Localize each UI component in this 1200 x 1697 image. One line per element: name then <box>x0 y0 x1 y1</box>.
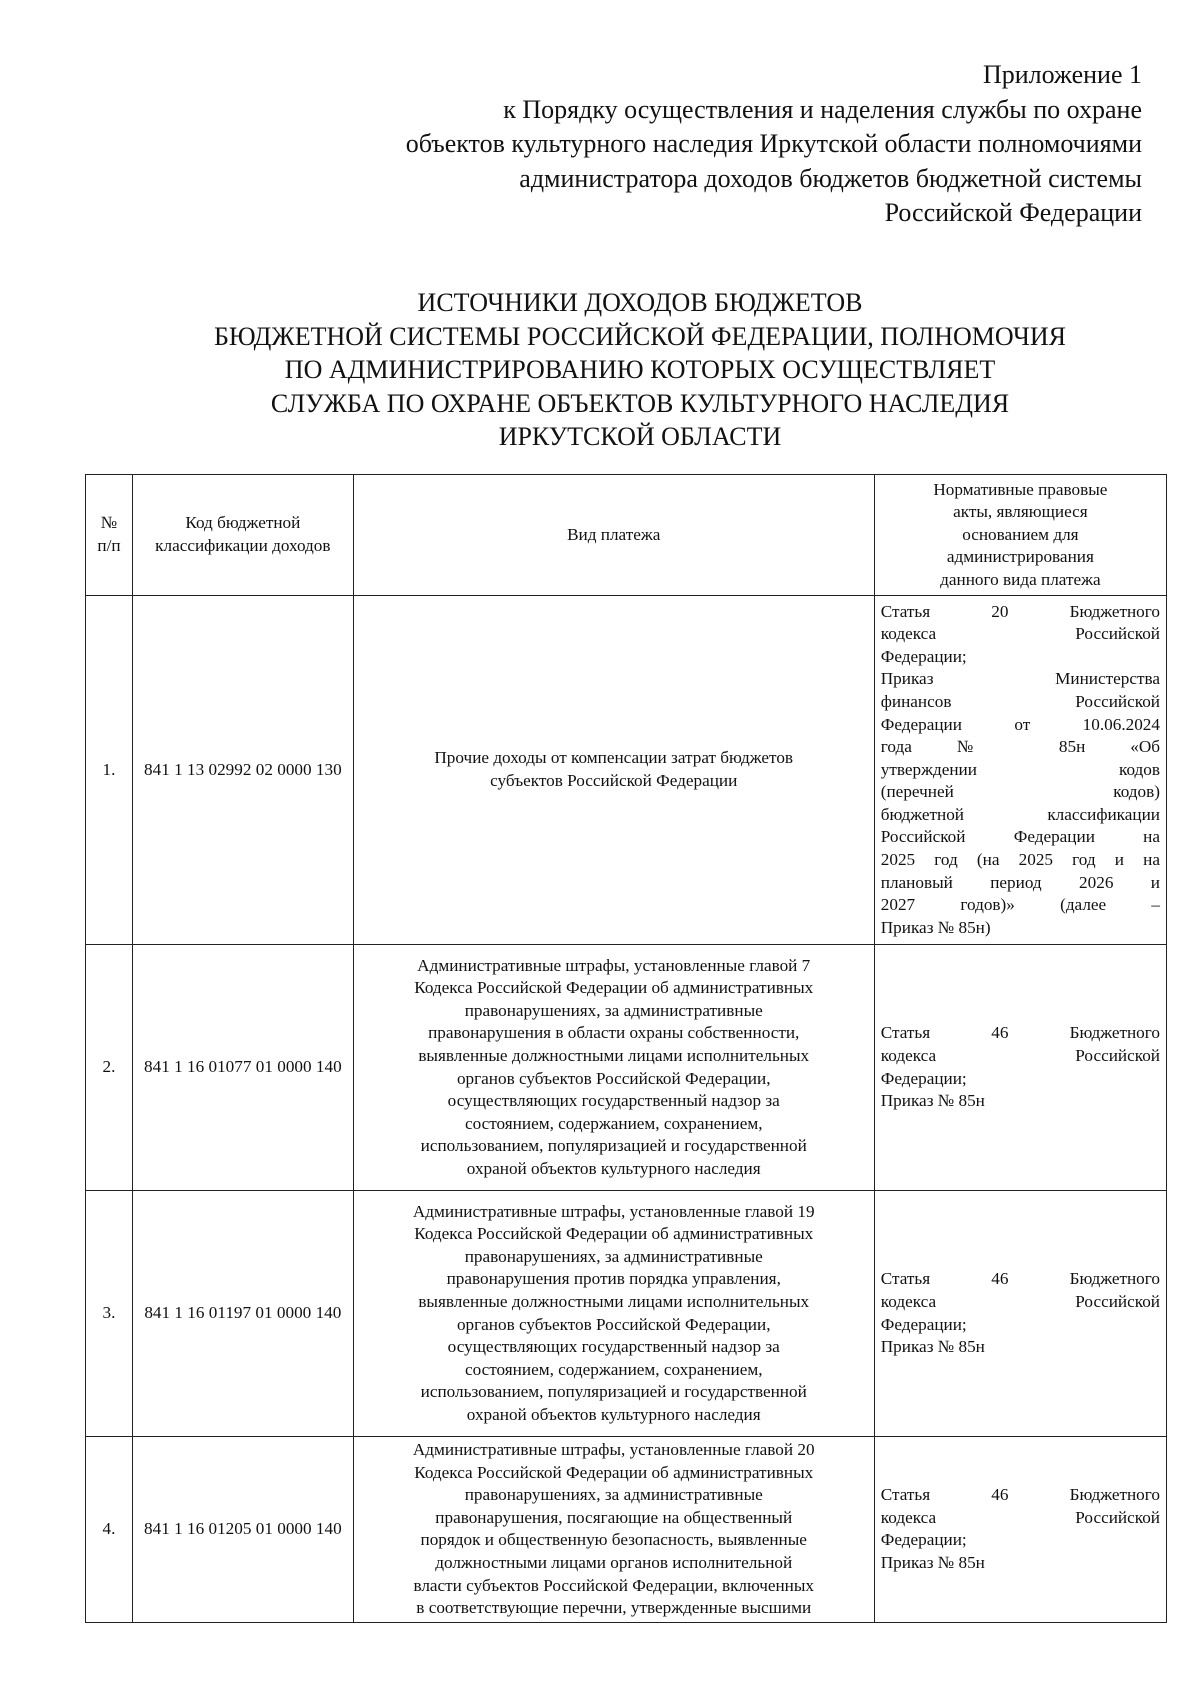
text-line: осуществляющих государственный надзор за <box>447 1337 780 1357</box>
text-line: кодекса Российской <box>880 1507 1160 1527</box>
text-line: Административные штрафы, установленные главой 19 <box>412 1201 815 1221</box>
text-line: охраной объектов культурного наследия <box>466 1158 761 1178</box>
appendix-header <box>242 58 1142 231</box>
header-line: Нормативные правовые <box>933 479 1108 499</box>
text-line: Приказ № 85н) <box>880 917 991 937</box>
text-line: Приказ № 85н <box>880 1552 985 1572</box>
text-line: должностными лицами органов исполнительной <box>435 1552 793 1572</box>
text-line: утверждении кодов <box>880 759 1160 779</box>
appendix-line: Российской Федерации <box>884 198 1142 227</box>
text-line: Кодекса Российской Федерации об административных <box>414 978 814 998</box>
text-line: правонарушения против порядка управления, <box>446 1269 781 1289</box>
text-line: правонарушения в области охраны собственности, <box>428 1023 800 1043</box>
text-line: субъектов Российской Федерации <box>490 771 738 790</box>
row-payment-type <box>353 1191 874 1437</box>
table-row <box>86 945 1167 1191</box>
text-line: Федерации; <box>880 1068 967 1088</box>
row-code: 841 1 16 01077 01 0000 140 <box>133 945 354 1191</box>
table-row <box>86 596 1167 945</box>
text-line: органов субъектов Российской Федерации, <box>456 1068 771 1088</box>
text-line: Федерации; <box>880 1530 967 1550</box>
text-line: Статья 46 Бюджетного <box>880 1023 1160 1043</box>
text-line: правонарушениях, за административные <box>464 1485 763 1505</box>
text-line: бюджетной классификации <box>880 804 1160 824</box>
row-legal-acts <box>874 1191 1166 1437</box>
document-title <box>140 286 1140 454</box>
text-line: использованием, популяризацией и государственной <box>420 1136 807 1156</box>
header-payment-type <box>353 475 874 596</box>
table-header-row <box>86 475 1167 596</box>
row-number: 1. <box>86 596 133 945</box>
header-line: администрирования <box>946 547 1094 567</box>
title-line: ИРКУТСКОЙ ОБЛАСТИ <box>498 422 782 451</box>
row-code: 841 1 13 02992 02 0000 130 <box>133 596 354 945</box>
text-line: 2027 годов)» (далее – <box>880 895 1160 915</box>
text-line: выявленные должностными лицами исполнительных <box>418 1291 810 1311</box>
income-sources-table <box>85 474 1167 1623</box>
header-line: Вид платежа <box>567 524 661 544</box>
text-line: Федерации; <box>880 1314 967 1334</box>
header-line: классификации доходов <box>155 536 331 555</box>
text-line: осуществляющих государственный надзор за <box>447 1091 780 1111</box>
header-line: Код бюджетной <box>185 513 301 533</box>
row-legal-acts <box>874 945 1166 1191</box>
header-line: данного вида платежа <box>940 569 1101 589</box>
text-line: кодекса Российской <box>880 624 1160 644</box>
text-line: порядок и общественную безопасность, выявленные <box>420 1530 807 1550</box>
text-line: состоянием, содержанием, сохранением, <box>464 1113 763 1133</box>
text-line: охраной объектов культурного наследия <box>466 1404 761 1424</box>
row-code: 841 1 16 01197 01 0000 140 <box>133 1191 354 1437</box>
row-legal-acts <box>874 596 1166 945</box>
text-line: Статья 46 Бюджетного <box>880 1485 1160 1505</box>
appendix-line: Приложение 1 <box>982 60 1142 89</box>
text-line: Приказ Министерства <box>880 669 1160 689</box>
text-line: Федерации от 10.06.2024 <box>880 714 1160 734</box>
text-line: правонарушениях, за административные <box>464 1246 763 1266</box>
row-payment-type <box>353 596 874 945</box>
text-line: плановый период 2026 и <box>880 872 1160 892</box>
row-code: 841 1 16 01205 01 0000 140 <box>133 1437 354 1623</box>
text-line: Статья 46 Бюджетного <box>880 1269 1160 1289</box>
header-line: п/п <box>97 536 121 555</box>
title-line: ПО АДМИНИСТРИРОВАНИЮ КОТОРЫХ ОСУЩЕСТВЛЯЕТ <box>284 355 996 384</box>
appendix-line: администратора доходов бюджетов бюджетной системы <box>519 163 1142 193</box>
table-row <box>86 1437 1167 1623</box>
text-line: кодекса Российской <box>880 1291 1160 1311</box>
title-line: СЛУЖБА ПО ОХРАНЕ ОБЪЕКТОВ КУЛЬТУРНОГО НАСЛЕДИЯ <box>270 388 1010 418</box>
text-line: использованием, популяризацией и государственной <box>420 1382 807 1402</box>
header-line: основанием для <box>962 524 1079 544</box>
text-line: Российской Федерации на <box>880 827 1160 847</box>
text-line: (перечней кодов) <box>880 782 1160 802</box>
text-line: кодекса Российской <box>880 1045 1160 1065</box>
header-line: акты, являющиеся <box>953 502 1088 522</box>
text-line: Кодекса Российской Федерации об административных <box>414 1224 814 1244</box>
row-number: 2. <box>86 945 133 1191</box>
title-line: ИСТОЧНИКИ ДОХОДОВ БЮДЖЕТОВ <box>417 288 863 317</box>
text-line: Прочие доходы от компенсации затрат бюджетов <box>434 748 794 768</box>
row-number: 3. <box>86 1191 133 1437</box>
text-line: в соответствующие перечни, утвержденные высшими <box>416 1598 812 1618</box>
text-line: Приказ № 85н <box>880 1091 985 1111</box>
text-line: выявленные должностными лицами исполнительных <box>418 1045 810 1065</box>
text-line: Статья 20 Бюджетного <box>880 601 1160 621</box>
text-line: состоянием, содержанием, сохранением, <box>464 1359 763 1379</box>
text-line: Административные штрафы, установленные главой 20 <box>412 1440 815 1459</box>
appendix-line: объектов культурного наследия Иркутской области полномочиями <box>405 129 1142 158</box>
text-line: 2025 год (на 2025 год и на <box>880 850 1160 870</box>
text-line: власти субъектов Российской Федерации, включенных <box>413 1575 814 1595</box>
table-row <box>86 1191 1167 1437</box>
header-number <box>86 475 133 596</box>
header-legal-acts <box>874 475 1166 596</box>
header-line: № <box>100 513 118 533</box>
row-payment-type <box>353 945 874 1191</box>
text-line: правонарушениях, за административные <box>464 1000 763 1020</box>
text-line: финансов Российской <box>880 691 1160 711</box>
text-line: Федерации; <box>880 646 967 666</box>
text-line: Приказ № 85н <box>880 1337 985 1357</box>
appendix-line: к Порядку осуществления и наделения службы по охране <box>503 94 1142 124</box>
text-line: года № 85н «Об <box>880 737 1160 757</box>
row-payment-type <box>353 1437 874 1623</box>
text-line: органов субъектов Российской Федерации, <box>456 1314 771 1334</box>
text-line: правонарушения, посягающие на общественный <box>435 1507 793 1527</box>
text-line: Кодекса Российской Федерации об административных <box>414 1462 814 1482</box>
row-number: 4. <box>86 1437 133 1623</box>
header-code <box>133 475 354 596</box>
title-line: БЮДЖЕТНОЙ СИСТЕМЫ РОССИЙСКОЙ ФЕДЕРАЦИИ, ПОЛНОМОЧИЯ <box>213 321 1067 351</box>
text-line: Административные штрафы, установленные главой 7 <box>417 955 811 975</box>
row-legal-acts <box>874 1437 1166 1623</box>
